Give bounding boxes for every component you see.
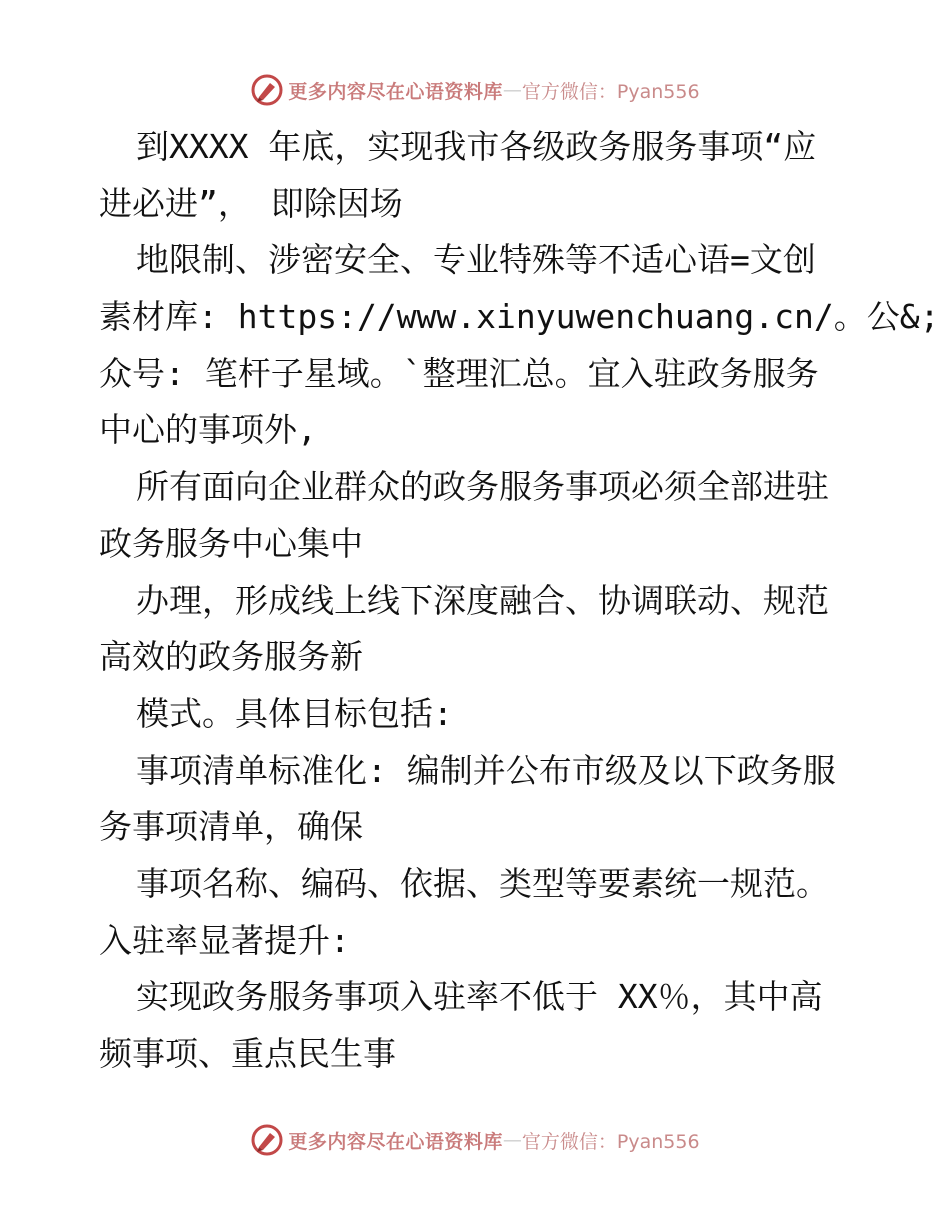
watermark-separator: — [502, 1129, 522, 1151]
text-line: 政务服务中心集中 [99, 523, 363, 563]
text-line: 务事项清单，确保 [99, 807, 363, 847]
text-line: 事项名称、编码、依据、类型等要素统一规范。 [136, 863, 829, 903]
text-line: 办理，形成线上线下深度融合、协调联动、规范 [136, 580, 829, 620]
text-line: 素材库: https://www.xinyuwenchuang.cn/。公&; [99, 297, 940, 337]
text-line: 模式。具体目标包括: [136, 693, 453, 733]
text-line: 入驻率显著提升: [99, 920, 350, 960]
text-line: 事项清单标准化: 编制并公布市级及以下政务服 [136, 750, 836, 790]
footer-watermark [0, 1122, 950, 1158]
watermark-text: 更多内容尽在心语资料库 [288, 1130, 503, 1153]
pen-nib-logo-icon [250, 73, 284, 107]
text-line: 进必进”， 即除因场 [99, 183, 403, 223]
pen-nib-logo-icon [250, 1123, 284, 1157]
text-line: 中心的事项外, [99, 410, 317, 450]
watermark-text: 更多内容尽在心语资料库 [288, 80, 503, 103]
watermark-separator: — [502, 79, 522, 101]
watermark-wechat: 官方微信：Pyan556 [521, 80, 700, 103]
header-watermark [0, 72, 950, 108]
text-line: 高效的政务服务新 [99, 637, 363, 677]
document-body [99, 119, 940, 1083]
text-line: 众号: 笔杆子星域。`整理汇总。宜入驻政务服务 [99, 353, 819, 393]
text-line: 到XXXX 年底，实现我市各级政务服务事项“应 [136, 127, 817, 166]
text-line: 频事项、重点民生事 [99, 1034, 396, 1073]
text-line: 实现政务服务事项入驻率不低于 XX％，其中高 [136, 977, 823, 1017]
text-line: 地限制、涉密安全、专业特殊等不适心语=文创 [136, 240, 816, 280]
watermark-wechat: 官方微信：Pyan556 [521, 1130, 700, 1153]
text-line: 所有面向企业群众的政务服务事项必须全部进驻 [136, 467, 829, 507]
